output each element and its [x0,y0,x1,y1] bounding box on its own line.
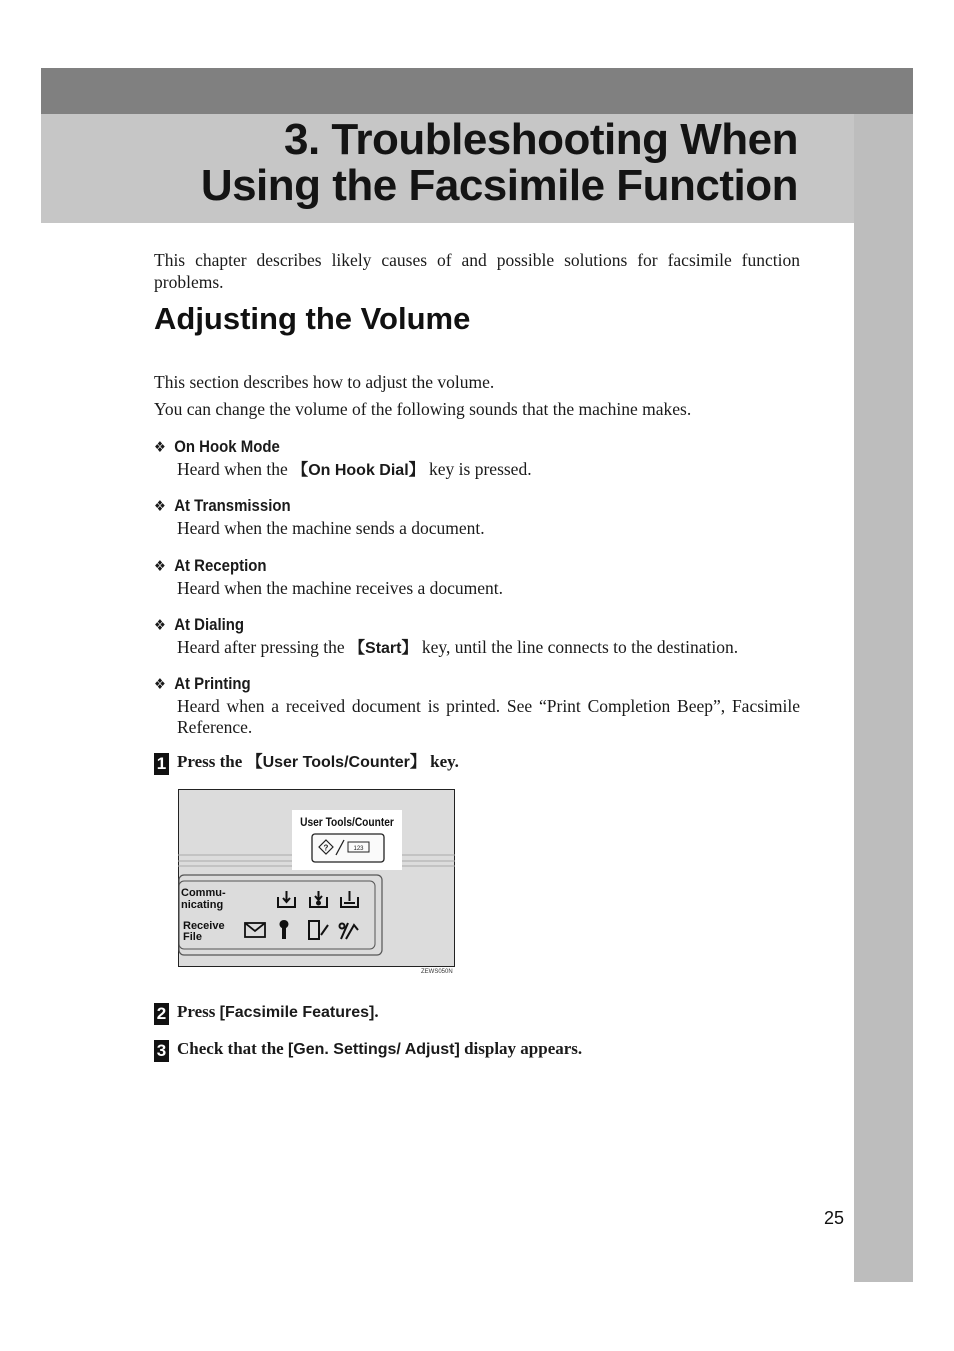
sound-item-reception [154,555,800,599]
sound-item-title: ❖ At Dialing [154,614,722,637]
chapter-intro: This chapter describes likely causes of and possible solutions for facsimile function problems. [154,250,800,292]
bullet-diamond-icon: ❖ [154,617,166,634]
page-number: 25 [824,1208,845,1228]
header-dark-band [41,68,913,114]
step-3: 3 Check that the [Gen. Settings/ Adjust] display appears. [154,1037,582,1062]
step-1: 1 Press the 【User Tools/Counter】 key. [154,750,459,775]
bullet-diamond-icon: ❖ [154,676,166,693]
section-heading: Adjusting the Volume [154,301,471,336]
key-name: Start [365,640,402,657]
key-display: 123 [353,846,364,852]
key-name: [Gen. Settings/ Adjust] [287,1041,460,1058]
sound-item-on-hook [154,436,800,481]
bullet-diamond-icon: ❖ [154,439,166,456]
sound-item-body: Heard when a received document is printed. See “Print Completion Beep”, Facsimile Reference. [177,696,800,737]
section-para-1: This section describes how to adjust the volume. [154,372,495,392]
key-name: [Facsimile Features] [219,1004,375,1021]
sound-item-body: Heard after pressing the 【Start】 key, until the line connects to the destination. [177,637,739,657]
step-2: 2 Press [Facsimile Features]. [154,1000,379,1025]
sound-item-body: Heard when the 【On Hook Dial】 key is pressed. [177,459,532,479]
sound-item-body: Heard when the machine receives a document. [177,578,504,598]
user-tools-key [312,834,384,862]
sound-item-printing [154,673,800,738]
bullet-diamond-icon: ❖ [154,558,166,575]
bullet-diamond-icon: ❖ [154,498,166,515]
step-number: 2 [154,1003,169,1025]
label-receive-1: Receive [183,920,225,932]
sound-item-title: ❖ At Transmission [154,495,722,518]
step-number: 3 [154,1040,169,1062]
sound-item-body: Heard when the machine sends a document. [177,518,485,538]
sound-item-dialing [154,614,800,659]
key-name: User Tools/Counter [262,754,410,771]
svg-text:?: ? [323,843,329,853]
sound-item-transmission [154,495,800,539]
key-name: On Hook Dial [308,462,409,479]
panel-key-label: User Tools/Counter [300,816,394,830]
chapter-title [201,117,798,209]
section-para-2: You can change the volume of the following sounds that the machine makes. [154,399,692,419]
label-communicating-2: nicating [181,899,224,911]
sound-item-title: ❖ On Hook Mode [154,436,722,459]
sound-item-title: ❖ At Printing [154,673,722,696]
chapter-title-line2: Using the Facsimile Function [200,161,798,210]
panel-image-code: ZEWS050N [421,969,453,975]
step-number: 1 [154,753,169,775]
sound-item-title: ❖ At Reception [154,555,722,578]
label-receive-2: File [183,931,202,943]
side-tab-bar [854,114,913,1282]
control-panel-illustration [178,789,455,967]
chapter-title-line1: 3. Troubleshooting When [283,115,798,164]
label-communicating-1: Commu- [181,887,226,899]
